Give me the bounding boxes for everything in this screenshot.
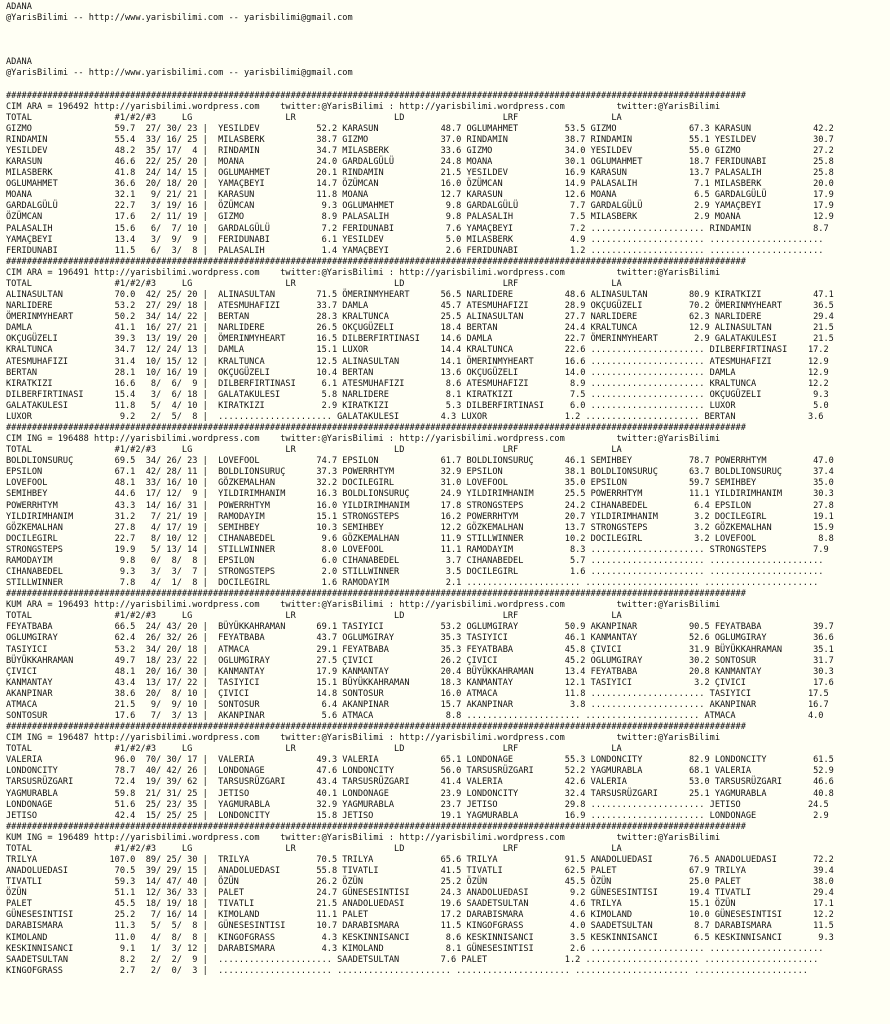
blank-line bbox=[6, 24, 890, 35]
horse-row: MILASBERK 41.8 24/ 14/ 15 | OGLUMAHMET 20.1 RINDAMIN 21.5 YESILDEV 16.9 KARASUN 13.7 PALASALIH 25.8 bbox=[6, 168, 834, 179]
column-header-row: TOTAL #1/#2/#3 LG LR LD LRF LA bbox=[6, 112, 622, 123]
horse-row: DILBERFIRTINASI 15.4 3/ 6/ 18 | GALATAKULESI 5.8 NARLIDERE 8.1 KIRATKIZI 7.5 ...................... OKÇUGÜZELI 9.3 bbox=[6, 389, 829, 400]
horse-row: PALET 45.5 18/ 19/ 18 | TIVATLI 21.5 ANADOLUEDASI 19.6 SAADETSULTAN 4.6 TRILYA 15.1 ÖZÜN 17.1 bbox=[6, 899, 834, 910]
race-header: KUM ING = 196489 http://yarisbilimi.wordpress.com twitter:@YarisBilimi : http://yarisbilimi.wordpress.com twitter:@YarisBilimi bbox=[6, 832, 720, 843]
section-separator: ############################################################################################################################################### bbox=[6, 722, 746, 733]
horse-row: TRILYA 107.0 89/ 25/ 30 | TRILYA 70.5 TRILYA 65.6 TRILYA 91.5 ANADOLUEDASI 76.5 ANADOLUEDASI 72.2 bbox=[6, 855, 834, 866]
column-header-row: TOTAL #1/#2/#3 LG LR LD LRF LA bbox=[6, 611, 622, 622]
horse-row: POWERRHTYM 43.3 14/ 16/ 31 | POWERRHTYM 16.0 YILDIRIMHANIM 17.8 STRONGSTEPS 24.2 CIHANABEDEL 6.4 EPSILON 27.8 bbox=[6, 500, 834, 511]
city-title: ADANA bbox=[6, 2, 32, 12]
horse-row: BERTAN 28.1 10/ 16/ 19 | OKÇUGÜZELI 10.4 BERTAN 13.6 OKÇUGÜZELI 14.0 ...................... DAMLA 12.9 bbox=[6, 367, 829, 378]
horse-row: DOCILEGIRL 22.7 8/ 10/ 12 | CIHANABEDEL 9.6 GÖZKEMALHAN 11.9 STILLWINNER 10.2 DOCILEGIRL 3.2 LOVEFOOL 8.8 bbox=[6, 533, 834, 544]
section-separator: ############################################################################################################################################### bbox=[6, 256, 746, 267]
horse-row: YESILDEV 48.2 35/ 17/ 4 | RINDAMIN 34.7 MILASBERK 33.6 GIZMO 34.0 YESILDEV 55.0 GIZMO 27.2 bbox=[6, 146, 834, 157]
race-header: KUM ARA = 196493 http://yarisbilimi.wordpress.com twitter:@YarisBilimi : http://yarisbilimi.wordpress.com twitter:@YarisBilimi bbox=[6, 600, 720, 611]
horse-row: ATMACA 21.5 9/ 9/ 10 | SONTOSUR 6.4 AKANPINAR 15.7 AKANPINAR 3.8 ...................... AKANPINAR 16.7 bbox=[6, 699, 829, 710]
column-header-row: TOTAL #1/#2/#3 LG LR LD LRF LA bbox=[6, 744, 622, 755]
horse-row: SONTOSUR 17.6 7/ 3/ 13 | AKANPINAR 5.6 ATMACA 8.8 ...................... ...................... ATMACA 4.0 bbox=[6, 711, 824, 721]
horse-row: RAMODAYIM 9.8 0/ 8/ 8 | EPSILON 6.0 CIHANABEDEL 3.7 CIHANABEDEL 5.7 ...................... ...................... bbox=[6, 555, 824, 566]
horse-row: GÖZKEMALHAN 27.8 4/ 17/ 19 | SEMIHBEY 10.3 SEMIHBEY 12.2 GÖZKEMALHAN 13.7 STRONGSTEPS 3.2 GÖZKEMALHAN 15.9 bbox=[6, 522, 834, 533]
horse-row: MOANA 32.1 9/ 21/ 21 | KARASUN 11.8 MOANA 12.7 KARASUN 12.6 MOANA 6.5 GARDALGÜLÜ 17.9 bbox=[6, 190, 834, 201]
horse-row: ÖZÜN 51.1 12/ 36/ 33 | PALET 24.7 GÜNESESINTISI 24.3 ANADOLUEDASI 9.2 GÜNESESINTISI 19.4 TIVATLI 29.4 bbox=[6, 888, 834, 899]
blank-line bbox=[6, 80, 890, 91]
horse-row: GÜNESESINTISI 25.2 7/ 16/ 14 | KIMOLAND 11.1 PALET 17.2 DARABISMARA 4.6 KIMOLAND 10.0 GÜNESESINTISI 12.2 bbox=[6, 910, 834, 921]
horse-row: YILDIRIMHANIM 31.2 7/ 21/ 19 | RAMODAYIM 15.1 STRONGSTEPS 16.2 POWERRHTYM 20.7 YILDIRIMHANIM 3.2 DOCILEGIRL 19.1 bbox=[6, 511, 834, 522]
horse-row: KRALTUNCA 34.7 12/ 24/ 13 | DAMLA 15.1 LUXOR 14.4 KRALTUNCA 22.6 ...................... DILBERFIRTINASI 17.2 bbox=[6, 345, 829, 356]
horse-row: PALASALIH 15.6 6/ 7/ 10 | GARDALGÜLÜ 7.2 FERIDUNABI 7.6 YAMAÇBEYI 7.2 ...................... RINDAMIN 8.7 bbox=[6, 223, 829, 234]
horse-row: AKANPINAR 38.6 20/ 8/ 10 | ÇIVICI 14.8 SONTOSUR 16.0 ATMACA 11.8 ...................... TASIYICI 17.5 bbox=[6, 688, 829, 699]
race-header: CIM ING = 196487 http://yarisbilimi.wordpress.com twitter:@YarisBilimi : http://yarisbilimi.wordpress.com twitter:@YarisBilimi bbox=[6, 733, 720, 744]
horse-row: FERIDUNABI 11.5 6/ 3/ 8 | PALASALIH 1.4 YAMAÇBEYI 2.6 FERIDUNABI 1.2 ...................... ...................... bbox=[6, 245, 824, 256]
horse-row: ÖZÜMCAN 17.6 2/ 11/ 19 | GIZMO 8.9 PALASALIH 9.8 PALASALIH 7.5 MILASBERK 2.9 MOANA 12.9 bbox=[6, 212, 834, 223]
horse-row: LUXOR 9.2 2/ 5/ 8 | ...................... GALATAKULESI 4.3 LUXOR 1.2 ...................... BERTAN 3.6 bbox=[6, 411, 824, 422]
horse-row: ANADOLUEDASI 70.5 39/ 29/ 15 | ANADOLUEDASI 55.8 TIVATLI 41.5 TIVATLI 62.5 PALET 67.9 TRILYA 39.4 bbox=[6, 866, 834, 877]
horse-row: GIZMO 59.7 27/ 30/ 23 | YESILDEV 52.2 KARASUN 48.7 OGLUMAHMET 53.5 GIZMO 67.3 KARASUN 42.2 bbox=[6, 123, 834, 134]
section-separator: ############################################################################################################################################### bbox=[6, 821, 746, 832]
horse-row: VALERIA 96.0 70/ 30/ 17 | VALERIA 49.3 VALERIA 65.1 LONDONAGE 55.3 LONDONCITY 82.9 LONDONCITY 61.5 bbox=[6, 755, 834, 766]
horse-row: LONDONAGE 51.6 25/ 23/ 35 | YAGMURABLA 32.9 YAGMURABLA 23.7 JETISO 29.8 ...................... JETISO 24.5 bbox=[6, 799, 829, 810]
horse-row: KANMANTAY 43.4 13/ 17/ 22 | TASIYICI 15.1 BÜYÜKKAHRAMAN 18.3 KANMANTAY 12.1 TASIYICI 3.2 ÇIVICI 17.6 bbox=[6, 677, 834, 688]
horse-row: BÜYÜKKAHRAMAN 49.7 18/ 23/ 22 | OGLUMGIRAY 27.5 ÇIVICI 26.2 ÇIVICI 45.2 OGLUMGIRAY 30.2 SONTOSUR 31.7 bbox=[6, 655, 834, 666]
horse-row: OGLUMAHMET 36.6 20/ 18/ 20 | YAMAÇBEYI 14.7 ÖZÜMCAN 16.0 ÖZÜMCAN 14.9 PALASALIH 7.1 MILASBERK 20.0 bbox=[6, 179, 834, 190]
contact-line: @YarisBilimi -- http://www.yarisbilimi.com -- yarisbilimi@gmail.com bbox=[6, 68, 353, 79]
race-header: CIM ARA = 196492 http://yarisbilimi.wordpress.com twitter:@YarisBilimi : http://yarisbilimi.wordpress.com twitter:@YarisBilimi bbox=[6, 101, 720, 112]
horse-row: KIMOLAND 11.0 4/ 8/ 8 | KINGOFGRASS 4.3 KESKINNISANCI 8.6 KESKINNISANCI 3.5 KESKINNISANCI 6.5 KESKINNISANCI 9.3 bbox=[6, 932, 834, 943]
horse-row: EPSILON 67.1 42/ 28/ 11 | BOLDLIONSURUÇ 37.3 POWERRHTYM 32.9 EPSILON 38.1 BOLDLIONSURUÇ 63.7 BOLDLIONSURUÇ 37.4 bbox=[6, 467, 834, 478]
horse-row: ÖMERINMYHEART 50.2 34/ 14/ 22 | BERTAN 28.3 KRALTUNCA 25.5 ALINASULTAN 27.7 NARLIDERE 62.3 NARLIDERE 29.4 bbox=[6, 312, 834, 323]
race-header: CIM ARA = 196491 http://yarisbilimi.wordpress.com twitter:@YarisBilimi : http://yarisbilimi.wordpress.com twitter:@YarisBilimi bbox=[6, 267, 720, 278]
contact-line: @YarisBilimi -- http://www.yarisbilimi.com -- yarisbilimi@gmail.com bbox=[6, 13, 353, 24]
blank-line bbox=[6, 35, 890, 46]
horse-row: LONDONCITY 78.7 40/ 42/ 26 | LONDONAGE 47.6 LONDONCITY 56.0 TARSUSRÜZGARI 52.2 YAGMURABLA 68.1 VALERIA 52.9 bbox=[6, 766, 834, 777]
city-title: ADANA bbox=[6, 57, 32, 68]
horse-row: LOVEFOOL 48.1 33/ 16/ 10 | GÖZKEMALHAN 32.2 DOCILEGIRL 31.0 LOVEFOOL 35.0 EPSILON 59.7 SEMIHBEY 35.0 bbox=[6, 478, 834, 489]
horse-row: DAMLA 41.1 16/ 27/ 21 | NARLIDERE 26.5 OKÇUGÜZELI 18.4 BERTAN 24.4 KRALTUNCA 12.9 ALINASULTAN 21.5 bbox=[6, 323, 834, 334]
column-header-row: TOTAL #1/#2/#3 LG LR LD LRF LA bbox=[6, 278, 622, 289]
race-header: CIM ING = 196488 http://yarisbilimi.wordpress.com twitter:@YarisBilimi : http://yarisbilimi.wordpress.com twitter:@YarisBilimi bbox=[6, 434, 720, 445]
horse-row: OKÇUGÜZELI 39.3 13/ 19/ 20 | ÖMERINMYHEART 16.5 DILBERFIRTINASI 14.6 DAMLA 22.7 ÖMERINMYHEART 2.9 GALATAKULESI 21.5 bbox=[6, 334, 834, 345]
horse-row: KARASUN 46.6 22/ 25/ 20 | MOANA 24.0 GARDALGÜLÜ 24.8 MOANA 30.1 OGLUMAHMET 18.7 FERIDUNABI 25.8 bbox=[6, 157, 834, 168]
section-separator: ############################################################################################################################################### bbox=[6, 90, 746, 101]
horse-row: GARDALGÜLÜ 22.7 3/ 19/ 16 | ÖZÜMCAN 9.3 OGLUMAHMET 9.8 GARDALGÜLÜ 7.7 GARDALGÜLÜ 2.9 YAMAÇBEYI 17.9 bbox=[6, 201, 834, 212]
horse-row: NARLIDERE 53.2 27/ 29/ 18 | ATESMUHAFIZI 33.7 DAMLA 45.7 ATESMUHAFIZI 28.9 OKÇUGÜZELI 70.2 ÖMERINMYHEART 36.5 bbox=[6, 301, 834, 312]
horse-row: JETISO 42.4 15/ 25/ 25 | LONDONCITY 15.8 JETISO 19.1 YAGMURABLA 16.9 ...................... LONDONAGE 2.9 bbox=[6, 810, 829, 821]
horse-row: GALATAKULESI 11.8 5/ 4/ 10 | KIRATKIZI 2.9 KIRATKIZI 5.3 DILBERFIRTINASI 6.0 ...................... LUXOR 5.0 bbox=[6, 400, 829, 411]
section-separator: ############################################################################################################################################### bbox=[6, 422, 746, 433]
section-separator: ############################################################################################################################################### bbox=[6, 589, 746, 600]
horse-row: STRONGSTEPS 19.9 5/ 13/ 14 | STILLWINNER 8.0 LOVEFOOL 11.1 RAMODAYIM 8.3 ...................... STRONGSTEPS 7.9 bbox=[6, 544, 829, 555]
horse-row: SEMIHBEY 44.6 17/ 12/ 9 | YILDIRIMHANIM 16.3 BOLDLIONSURUÇ 24.9 YILDIRIMHANIM 25.5 POWERRHTYM 11.1 YILDIRIMHANIM 30.3 bbox=[6, 489, 834, 500]
horse-row: TIVATLI 59.3 14/ 47/ 40 | ÖZÜN 26.2 ÖZÜN 25.2 ÖZÜN 45.5 ÖZÜN 25.0 PALET 38.0 bbox=[6, 877, 834, 888]
horse-row: YAGMURABLA 59.8 21/ 31/ 25 | JETISO 40.1 LONDONAGE 23.9 LONDONCITY 32.4 TARSUSRÜZGARI 25.1 YAGMURABLA 40.8 bbox=[6, 788, 834, 799]
horse-row: STILLWINNER 7.8 4/ 1/ 8 | DOCILEGIRL 1.6 RAMODAYIM 2.1 ...................... ...................... ...................... bbox=[6, 578, 819, 589]
horse-row: CIHANABEDEL 9.3 3/ 3/ 7 | STRONGSTEPS 2.0 STILLWINNER 3.5 DOCILEGIRL 1.6 ...................... ...................... bbox=[6, 566, 824, 577]
blank-line bbox=[6, 46, 890, 57]
horse-row: RINDAMIN 55.4 33/ 16/ 25 | MILASBERK 38.7 GIZMO 37.0 RINDAMIN 38.7 RINDAMIN 55.1 YESILDEV 30.7 bbox=[6, 134, 834, 145]
column-header-row: TOTAL #1/#2/#3 LG LR LD LRF LA bbox=[6, 445, 622, 456]
horse-row: KESKINNISANCI 9.1 1/ 3/ 12 | DARABISMARA 4.3 KIMOLAND 8.1 GÜNESESINTISI 2.6 ...................... ...................... bbox=[6, 943, 824, 954]
horse-row: ÇIVICI 48.1 20/ 16/ 30 | KANMANTAY 17.9 KANMANTAY 20.4 BÜYÜKKAHRAMAN 13.4 FEYATBABA 20.8 KANMANTAY 30.3 bbox=[6, 666, 834, 677]
column-header-row: TOTAL #1/#2/#3 LG LR LD LRF LA bbox=[6, 843, 622, 854]
horse-row: TASIYICI 53.2 34/ 20/ 18 | ATMACA 29.1 FEYATBABA 35.3 FEYATBABA 45.8 ÇIVICI 31.9 BÜYÜKKAHRAMAN 35.1 bbox=[6, 644, 834, 655]
horse-row: BOLDLIONSURUÇ 69.5 34/ 26/ 23 | LOVEFOOL 74.7 EPSILON 61.7 BOLDLIONSURUÇ 46.1 SEMIHBEY 78.7 POWERRHTYM 47.0 bbox=[6, 456, 834, 467]
horse-row: FEYATBABA 66.5 24/ 43/ 20 | BÜYÜKKAHRAMAN 69.1 TASIYICI 53.2 OGLUMGIRAY 50.9 AKANPINAR 90.5 FEYATBABA 39.7 bbox=[6, 622, 834, 633]
horse-row: DARABISMARA 11.3 5/ 5/ 8 | GÜNESESINTISI 10.7 DARABISMARA 11.5 KINGOFGRASS 4.0 SAADETSULTAN 8.7 DARABISMARA 11.5 bbox=[6, 921, 834, 932]
horse-row: SAADETSULTAN 8.2 2/ 2/ 9 | ...................... SAADETSULTAN 7.6 PALET 1.2 ...................... ...................... bbox=[6, 954, 819, 965]
horse-row: TARSUSRÜZGARI 72.4 19/ 39/ 62 | TARSUSRÜZGARI 43.4 TARSUSRÜZGARI 41.4 VALERIA 42.6 VALERIA 53.0 TARSUSRÜZGARI 46.6 bbox=[6, 777, 834, 788]
horse-row: OGLUMGIRAY 62.4 26/ 32/ 26 | FEYATBABA 43.7 OGLUMGIRAY 35.3 TASIYICI 46.1 KANMANTAY 52.6 OGLUMGIRAY 36.6 bbox=[6, 633, 834, 644]
horse-row: ALINASULTAN 70.0 42/ 25/ 20 | ALINASULTAN 71.5 ÖMERINMYHEART 56.5 NARLIDERE 48.6 ALINASULTAN 80.9 KIRATKIZI 47.1 bbox=[6, 290, 834, 301]
horse-row: ATESMUHAFIZI 31.4 10/ 15/ 12 | KRALTUNCA 12.5 ALINASULTAN 14.1 ÖMERINMYHEART 16.6 ...................... ATESMUHAFIZI 12.9 bbox=[6, 356, 829, 367]
horse-row: YAMAÇBEYI 13.4 3/ 9/ 9 | FERIDUNABI 6.1 YESILDEV 5.0 MILASBERK 4.9 ...................... ...................... bbox=[6, 234, 824, 245]
horse-row: KIRATKIZI 16.6 8/ 6/ 9 | DILBERFIRTINASI 6.1 ATESMUHAFIZI 8.6 ATESMUHAFIZI 8.9 ...................... KRALTUNCA 12.2 bbox=[6, 378, 829, 389]
horse-row: KINGOFGRASS 2.7 2/ 0/ 3 | ...................... ...................... ...................... ...................... ...................... bbox=[6, 965, 808, 976]
